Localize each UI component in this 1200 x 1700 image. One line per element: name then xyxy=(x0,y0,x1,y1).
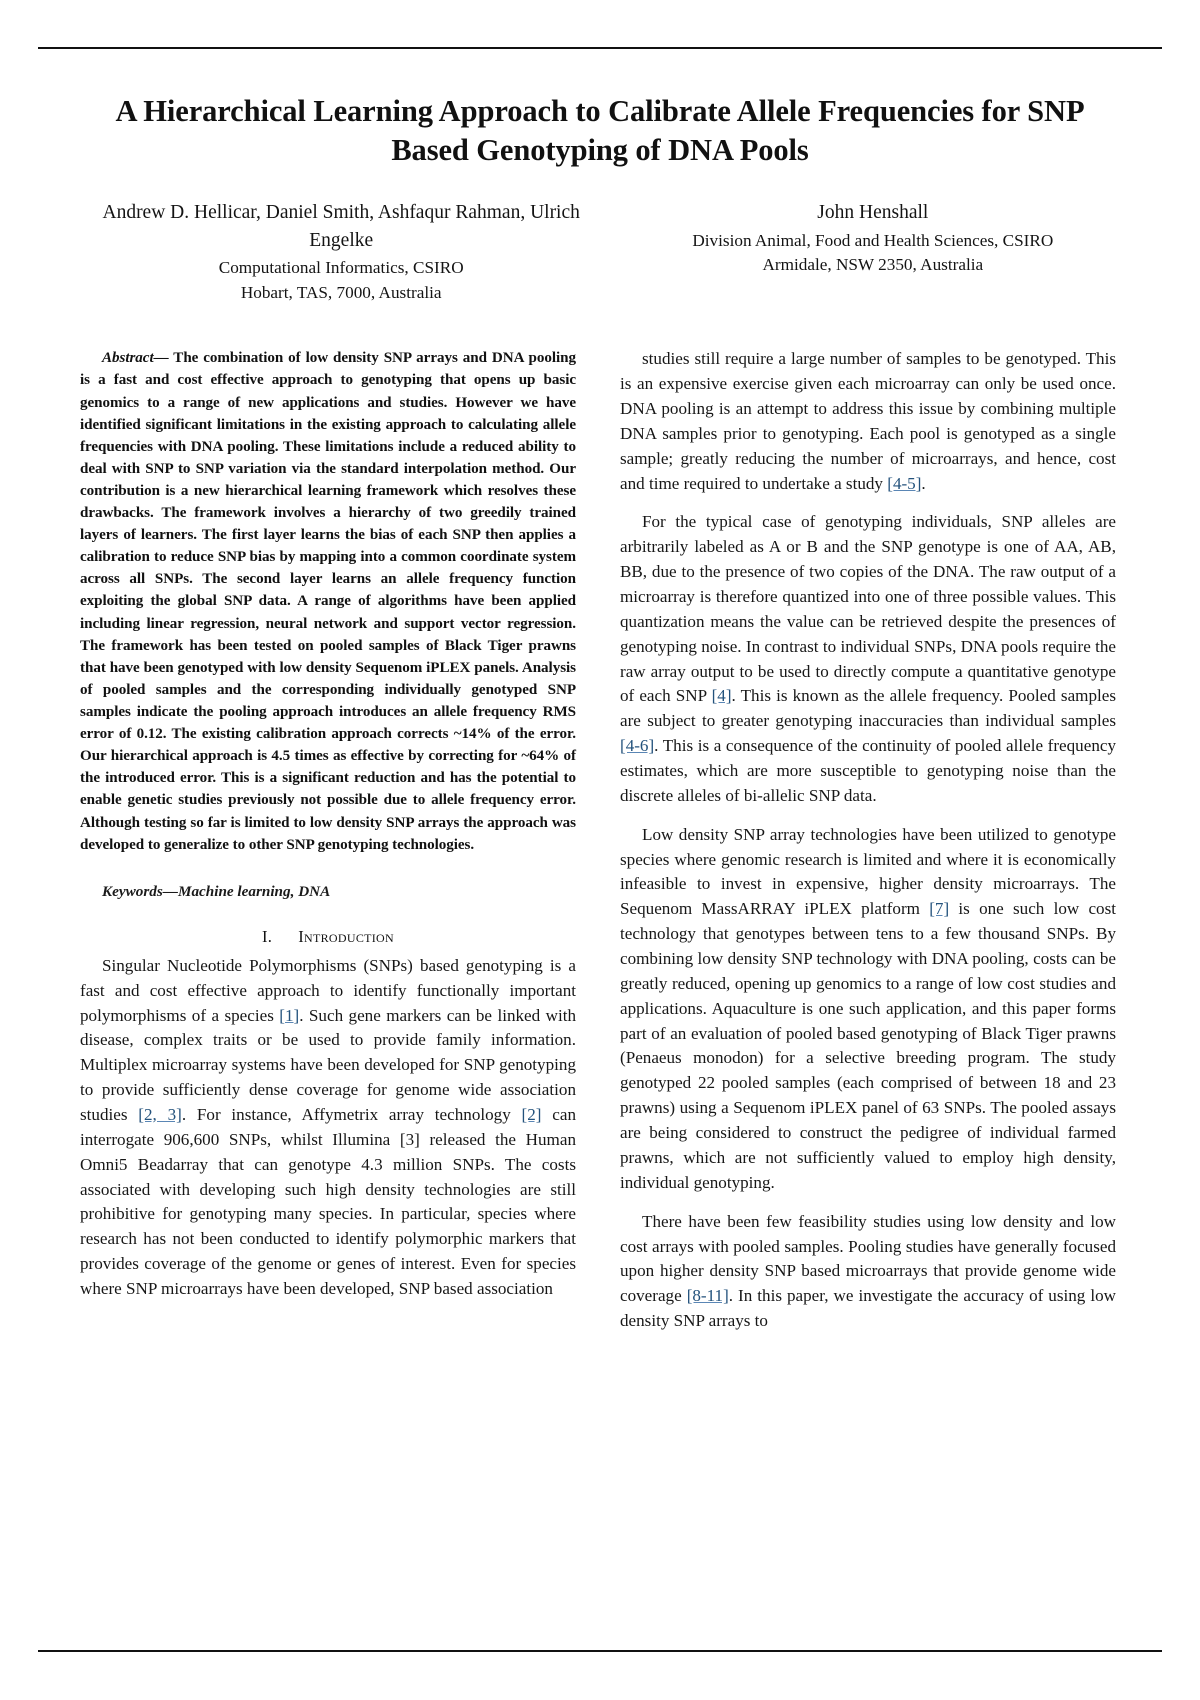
abstract-text: The combination of low density SNP arrays and DNA pooling is a fast and cost effective approach to genotyping that opens up basic genomics to a range of new applications and studies. However we have identified significant limitations in the existing approach to calculating allele frequencies with DNA pooling. These limitations include a reduced ability to deal with SNP to SNP variation via the standard interpolation method. Our contribution is a new hierarchical learning framework which resolves these drawbacks. The framework involves a hierarchy of two greedily trained layers of learners. The first layer learns the bias of each SNP then applies a calibration to reduce SNP bias by mapping into a common coordinate system across all SNPs. The second layer learns an allele frequency function exploiting the global SNP data. A range of algorithms have been applied including linear regression, neural network and support vector regression. The framework has been tested on pooled samples of Black Tiger prawns that have been genotyped with low density Sequenom iPLEX panels. Analysis of pooled samples and the corresponding individually genotyped SNP samples indicate the pooling approach introduces an allele frequency RMS error of 0.12. The existing calibration approach corrects ~14% of the error. Our hierarchical approach is 4.5 times as effective by correcting for ~64% of the introduced error. This is a significant reduction and has the potential to enable genetic studies previously not possible due to allele frequency error. Although testing so far is limited to low density SNP arrays the approach was developed to generalize to other SNP genotyping technologies. xyxy=(80,350,576,853)
right-paragraph-4 xyxy=(620,1210,1116,1334)
section-heading-introduction xyxy=(80,927,576,947)
affiliation-line: Division Animal, Food and Health Sciences, CSIRO xyxy=(692,230,1054,250)
right-paragraph-2 xyxy=(620,510,1116,808)
intro-paragraph-1 xyxy=(80,954,576,1302)
affiliation-line: Armidale, NSW 2350, Australia xyxy=(762,255,984,275)
text-run: . This is a consequence of the continuity of pooled allele frequency estimates, which are more susceptible to genotyping noise than the discrete alleles of bi-allelic SNP data. xyxy=(620,736,1116,805)
author-block-group xyxy=(80,199,1120,305)
text-run: Low density SNP array technologies have been utilized to genotype species where genomic research is limited and where it is economically infeasible to invest in expensive, higher density microarrays. The Sequenom MassARRAY iPLEX platform xyxy=(620,824,1116,919)
citation-link-4[interactable]: [4] xyxy=(711,686,732,706)
text-run: For the typical case of genotyping individuals, SNP alleles are arbitrarily labeled as A or B and the SNP genotype is one of AA, AB, BB, due to the presence of two copies of the DNA. The raw output of a microarray is therefore quantized into one of three possible values. This quantization means the value can be retrieved despite the presences of genotyping noise. In contrast to individual SNPs, DNA pools require the raw array output to be used to directly compute a quantitative genotype of each SNP xyxy=(620,512,1116,706)
left-column xyxy=(80,347,576,1334)
author-block-left xyxy=(80,199,580,305)
text-run: Singular Nucleotide Polymorphisms (SNPs) based genotyping is a fast and cost effective approach to identify functionally important polymorphisms of a species xyxy=(80,955,576,1025)
citation-link-7[interactable]: [7] xyxy=(929,899,950,919)
citation-link-4-5[interactable]: [4-5] xyxy=(887,473,922,493)
citation-link-1[interactable]: [1] xyxy=(279,1005,300,1025)
text-run: . Such gene markers can be linked with disease, complex traits or be used to provide family information. Multiplex microarray systems have been developed for SNP genotyping to provide sufficiently dense coverage for genome wide association studies xyxy=(80,1005,576,1124)
text-run: . This is known as the allele frequency. Pooled samples are subject to greater genotyping inaccuracies than individual samples xyxy=(620,686,1117,731)
text-run: . In this paper, we investigate the accuracy of using low density SNP arrays to xyxy=(620,1286,1116,1331)
citation-link-2-3[interactable]: [2, 3] xyxy=(138,1104,182,1124)
author-names-right: John Henshall xyxy=(817,202,929,224)
footer-rule xyxy=(38,1650,1162,1652)
text-run: can interrogate 906,600 SNPs, whilst Illumina [3] released the Human Omni5 Beadarray that can genotype 4.3 million SNPs. The costs associated with developing such high density technologies are still prohibitive for genotyping many species. In particular, species where research has not been conducted to identify polymorphic markers that provides coverage of the genome or genes of interest. Even for species where SNP microarrays have been developed, SNP based association xyxy=(80,1104,576,1298)
abstract-label: Abstract— xyxy=(102,350,169,367)
section-numeral: I. xyxy=(262,926,273,946)
citation-link-2[interactable]: [2] xyxy=(521,1104,542,1124)
author-affiliation-right xyxy=(634,229,1112,278)
right-paragraph-1 xyxy=(620,347,1116,496)
abstract-paragraph xyxy=(80,347,576,856)
author-block-right xyxy=(634,199,1120,305)
author-names-left: Andrew D. Hellicar, Daniel Smith, Ashfaqur Rahman, Ulrich Engelke xyxy=(102,202,580,251)
author-affiliation-left xyxy=(102,256,580,305)
section-name: Introduction xyxy=(298,926,394,946)
text-run: . For instance, Affymetrix array technology xyxy=(181,1104,522,1124)
keywords-line: Keywords—Machine learning, DNA xyxy=(102,882,331,900)
two-column-body xyxy=(80,347,1120,1334)
right-column xyxy=(620,347,1116,1334)
affiliation-line: Computational Informatics, CSIRO xyxy=(218,258,464,278)
text-run: is one such low cost technology that genotypes between tens to a few thousand SNPs. By combining low density SNP technology with DNA pooling, costs can be greatly reduced, opening up genomics to a range of low cost studies and applications. Aquaculture is one such application, and this paper forms part of an evaluation of pooled based genotyping of Black Tiger prawns (Penaeus monodon) for a selective breeding program. The study genotyped 22 pooled samples (each comprised of between 18 and 23 prawns) using a Sequenom iPLEX panel of 63 SNPs. The pooled assays are being considered to construct the pedigree of individual farmed prawns, which are not sufficiently valued to employ high density, individual genotyping. xyxy=(620,899,1116,1192)
citation-link-4-6[interactable]: [4-6] xyxy=(620,736,655,756)
text-run: There have been few feasibility studies using low density and low cost arrays with pooled samples. Pooling studies have generally focused upon higher density SNP based microarrays that provide genome wide coverage xyxy=(620,1211,1116,1306)
header-rule xyxy=(38,47,1162,49)
text-run: studies still require a large number of samples to be genotyped. This is an expensive exercise given each microarray can only be used once. DNA pooling is an attempt to address this issue by combining multiple DNA samples prior to genotyping. Each pool is genotyped as a single sample; greatly reducing the number of microarrays, and hence, cost and time required to undertake a study xyxy=(620,349,1116,493)
right-paragraph-3 xyxy=(620,823,1116,1196)
page-title: A Hierarchical Learning Approach to Calibrate Allele Frequencies for SNP Based Genotyping of DNA Pools xyxy=(115,94,1085,168)
citation-link-8-11[interactable]: [8-11] xyxy=(686,1286,729,1306)
affiliation-line: Hobart, TAS, 7000, Australia xyxy=(240,282,442,302)
text-run: . xyxy=(921,473,926,493)
